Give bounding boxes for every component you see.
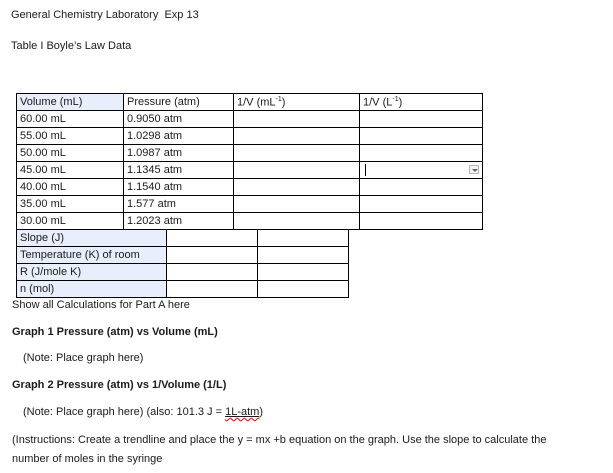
temperature-value-cell[interactable] [167, 247, 258, 264]
gas-constant-label: R (J/mole K) [17, 264, 167, 281]
table-row [17, 281, 349, 298]
experiment-number: Exp 13 [164, 9, 199, 21]
gas-constant-extra-cell[interactable] [258, 264, 349, 281]
pressure-cell: 1.1345 atm [124, 162, 234, 179]
graph1-title: Graph 1 Pressure (atm) vs Volume (mL) [12, 326, 218, 338]
inverse-volume-ml-cell[interactable] [234, 111, 360, 128]
inverse-volume-ml-cell[interactable] [234, 162, 360, 179]
inverse-volume-l-cell[interactable] [360, 179, 483, 196]
pressure-cell: 1.1540 atm [124, 179, 234, 196]
moles-label: n (mol) [17, 281, 167, 298]
unit-equivalence-text: 1L-atm [225, 406, 260, 418]
volume-cell: 30.00 mL [17, 213, 124, 230]
inverse-volume-ml-cell[interactable] [234, 196, 360, 213]
moles-value-cell[interactable] [167, 281, 258, 298]
graph1-note: (Note: Place graph here) [23, 352, 144, 364]
lab-title: General Chemistry Laboratory [11, 9, 159, 21]
inverse-volume-ml-cell[interactable] [234, 213, 360, 230]
inverse-volume-ml-cell[interactable] [234, 179, 360, 196]
inverse-volume-l-cell[interactable] [360, 213, 483, 230]
column-header-inverse-volume-ml: 1/V $(mL^{-1})$ [234, 94, 360, 111]
calculations-note: Show all Calculations for Part A here [12, 299, 190, 311]
volume-cell: 50.00 mL [17, 145, 124, 162]
volume-cell: 55.00 mL [17, 128, 124, 145]
instructions-line-1: (Instructions: Create a trendline and place the y = mx +b equation on the graph. Use the slope to calculate the [12, 434, 547, 446]
slope-label: Slope (J) [17, 230, 167, 247]
inverse-volume-l-cell[interactable] [360, 111, 483, 128]
column-header-pressure: Pressure (atm) [124, 94, 234, 111]
inverse-volume-l-cell[interactable] [360, 145, 483, 162]
volume-cell: 40.00 mL [17, 179, 124, 196]
table-caption: Table I Boyle’s Law Data [11, 40, 132, 52]
volume-cell: 60.00 mL [17, 111, 124, 128]
table-row [17, 128, 483, 145]
table-row [17, 264, 349, 281]
inverse-volume-l-cell[interactable] [360, 196, 483, 213]
column-header-volume: Volume (mL) [17, 94, 124, 111]
pressure-cell: 1.0987 atm [124, 145, 234, 162]
gas-constant-value-cell[interactable] [167, 264, 258, 281]
inverse-volume-ml-cell[interactable] [234, 145, 360, 162]
graph2-title: Graph 2 Pressure (atm) vs 1/Volume (1/L) [12, 379, 227, 391]
inverse-volume-l-dropdown-cell[interactable] [360, 162, 483, 179]
inverse-volume-ml-cell[interactable] [234, 128, 360, 145]
table-row [17, 213, 483, 230]
document-title [11, 9, 199, 21]
table-row [17, 179, 483, 196]
slope-value-cell[interactable] [167, 230, 258, 247]
temperature-label: Temperature (K) of room [17, 247, 167, 264]
table-header-row [17, 94, 483, 111]
table-row [17, 230, 349, 247]
table-row [17, 145, 483, 162]
moles-extra-cell[interactable] [258, 281, 349, 298]
table-row [17, 162, 483, 179]
pressure-cell: 1.0298 atm [124, 128, 234, 145]
dropdown-field[interactable] [365, 164, 482, 176]
volume-cell: 35.00 mL [17, 196, 124, 213]
volume-cell: 45.00 mL [17, 162, 124, 179]
dropdown-arrow-icon[interactable] [469, 165, 479, 174]
results-summary-table [16, 229, 349, 298]
pressure-cell: 1.2023 atm [124, 213, 234, 230]
pressure-cell: 1.577 atm [124, 196, 234, 213]
inverse-volume-l-cell[interactable] [360, 128, 483, 145]
table-row [17, 247, 349, 264]
slope-extra-cell[interactable] [258, 230, 349, 247]
boyles-law-data-table [16, 93, 483, 230]
instructions-line-2: number of moles in the syringe [12, 453, 163, 465]
pressure-cell: 0.9050 atm [124, 111, 234, 128]
column-header-inverse-volume-l: 1/V $(L^{-1})$ [360, 94, 483, 111]
temperature-extra-cell[interactable] [258, 247, 349, 264]
graph2-note: (Note: Place graph here) (also: 101.3 J = 1L-atm) [23, 406, 264, 418]
table-row [17, 196, 483, 213]
table-row [17, 111, 483, 128]
